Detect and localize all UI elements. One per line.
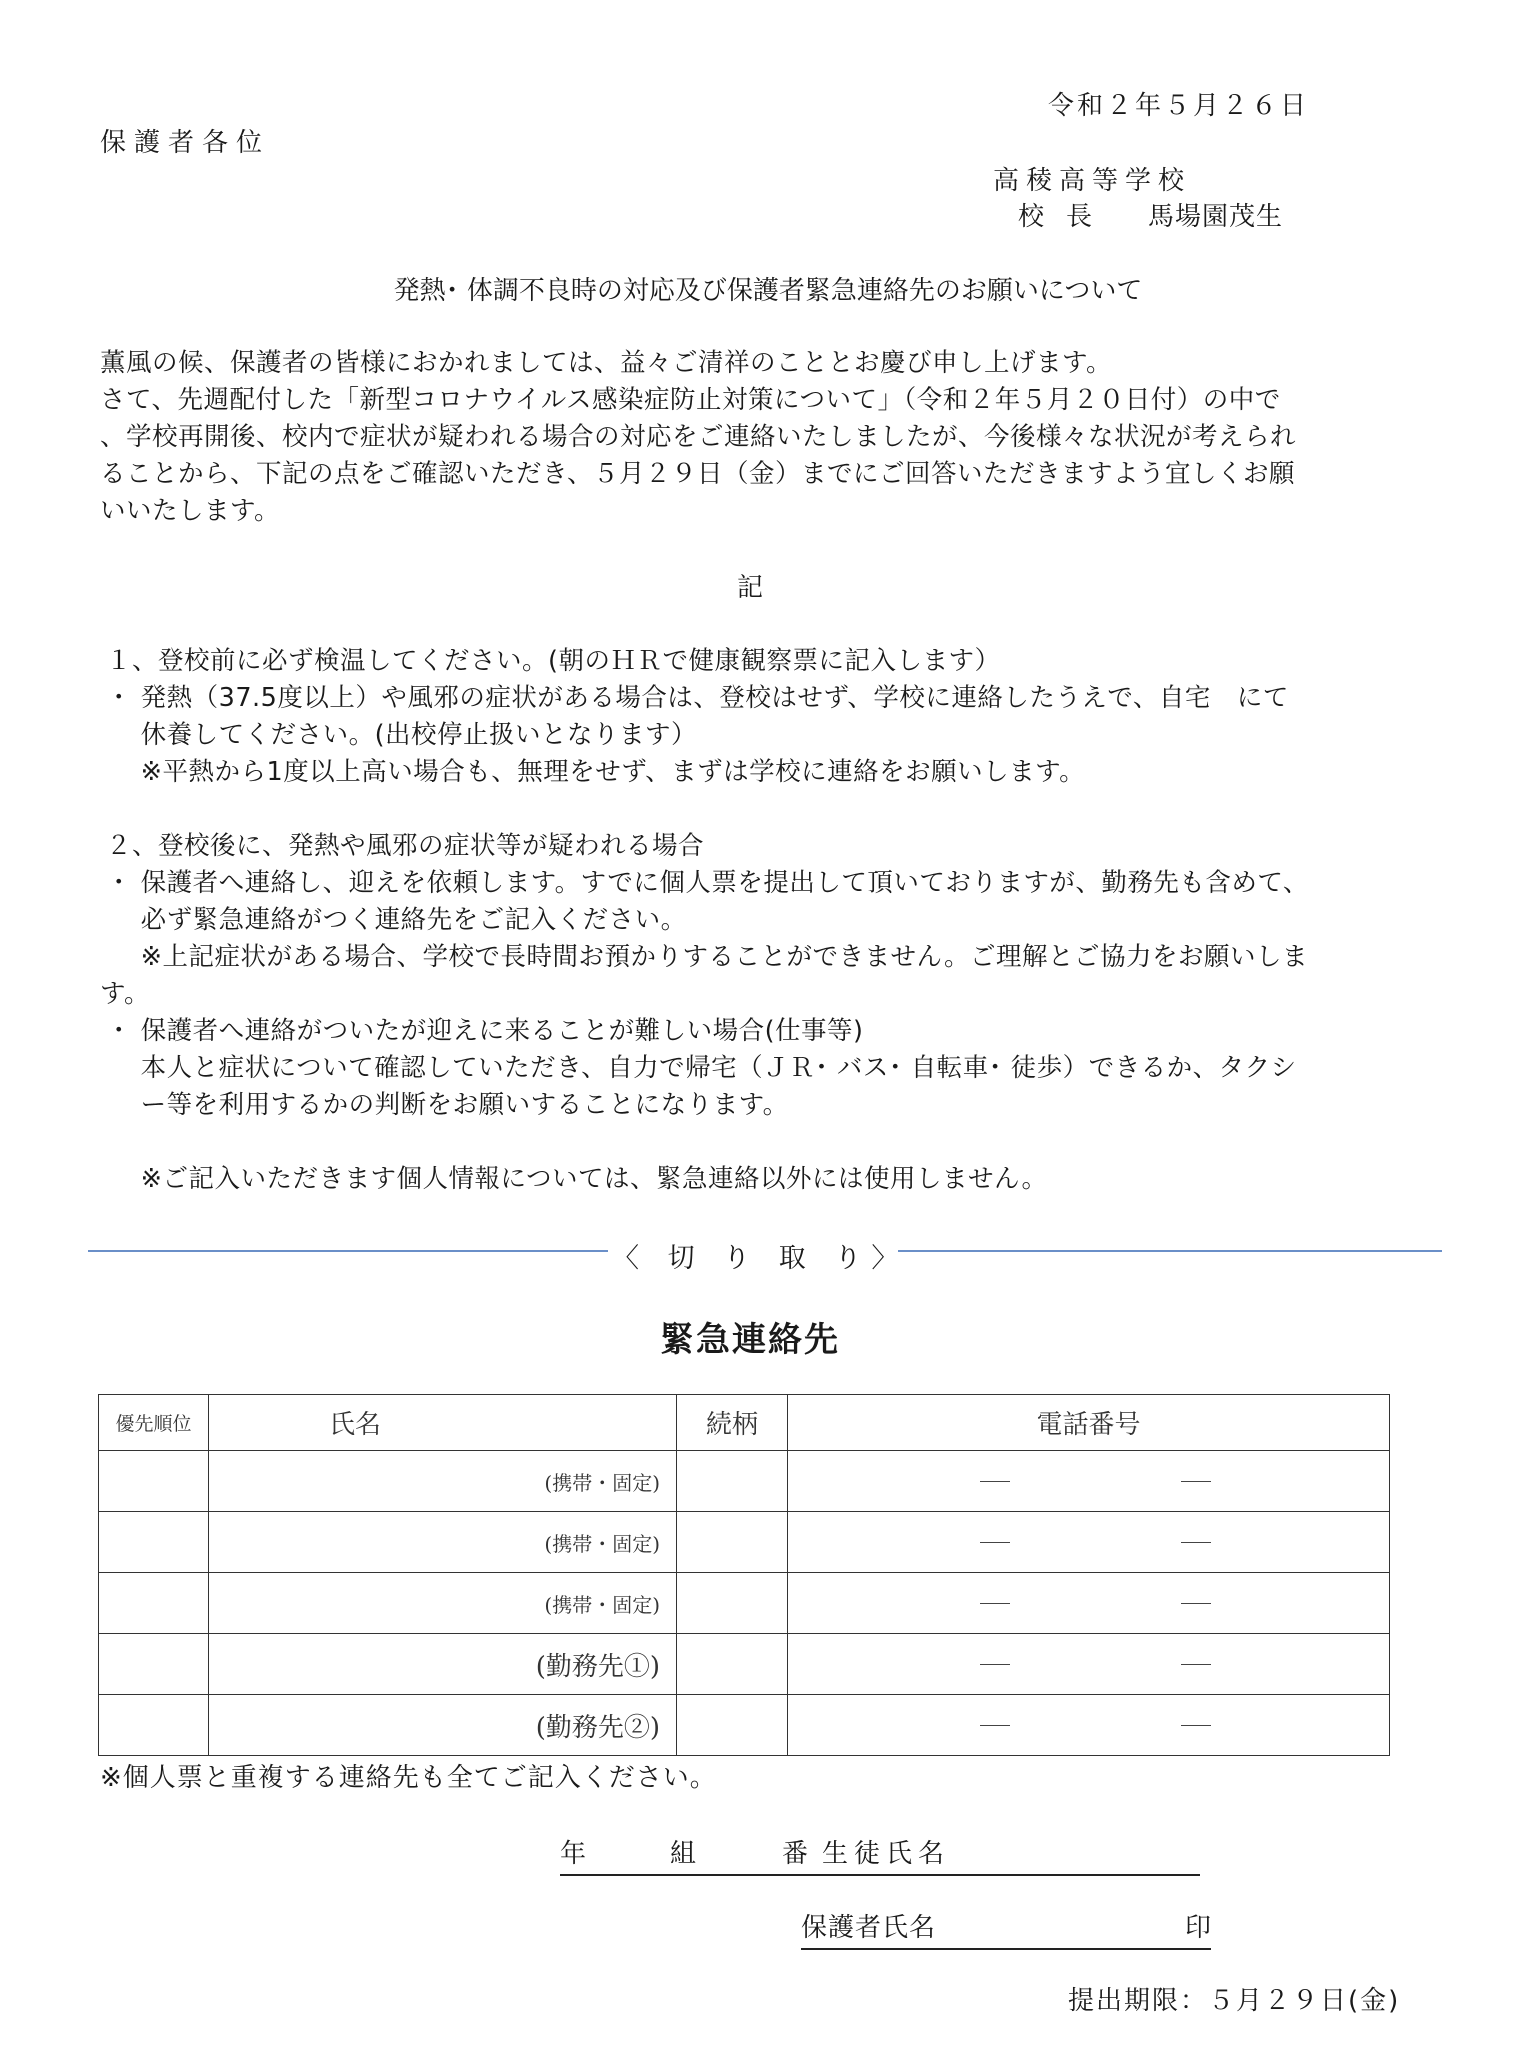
item-line: ・ 発熱（37.5度以上）や風邪の症状がある場合は、登校はせず、学校に連絡したうえで、自宅 にて bbox=[106, 683, 1289, 713]
ki-heading: 記 bbox=[736, 573, 763, 603]
item-line: ※ご記入いただきます個人情報については、緊急連絡以外には使用しません。 bbox=[106, 1164, 1048, 1194]
emergency-contact-table bbox=[98, 1394, 1390, 1756]
relation-cell[interactable] bbox=[677, 1451, 788, 1512]
phone-cell[interactable] bbox=[788, 1512, 1390, 1573]
number-label: 番 bbox=[782, 1839, 809, 1869]
phone-dash bbox=[980, 1603, 1010, 1604]
cut-line-left bbox=[88, 1250, 608, 1252]
recipient: 保護者各位 bbox=[100, 128, 271, 158]
name-cell[interactable] bbox=[209, 1512, 677, 1573]
phone-dash bbox=[980, 1481, 1010, 1482]
phone-dash bbox=[1181, 1725, 1211, 1726]
principal-title: 校長 bbox=[1018, 202, 1115, 232]
item-line: 必ず緊急連絡がつく連絡先をご記入ください。 bbox=[106, 905, 687, 935]
relation-cell[interactable] bbox=[677, 1573, 788, 1634]
phone-cell[interactable] bbox=[788, 1634, 1390, 1695]
paragraph-line: いいたします。 bbox=[100, 496, 280, 526]
school-name: 高稜高等学校 bbox=[993, 166, 1192, 196]
column-header-phone: 電話番号 bbox=[788, 1395, 1390, 1451]
name-cell[interactable] bbox=[209, 1634, 677, 1695]
item-line: 休養してください。(出校停止扱いとなります） bbox=[106, 720, 698, 750]
student-name-field[interactable] bbox=[560, 1838, 1200, 1876]
name-cell[interactable] bbox=[209, 1695, 677, 1756]
document-date: 令和２年５月２６日 bbox=[1048, 91, 1310, 121]
paragraph-line: さて、先週配付した「新型コロナウイルス感染症防止対策について」（令和２年５月２０日付）の中で bbox=[100, 385, 1281, 415]
form-title: 緊急連絡先 bbox=[660, 1320, 840, 1360]
cut-label: 〈 切 り 取 り〉 bbox=[612, 1243, 909, 1274]
item-line: １、登校前に必ず検温してください。(朝のＨＲで健康観察票に記入します） bbox=[106, 646, 1001, 676]
item-line: す。 bbox=[100, 979, 150, 1009]
phone-dash bbox=[980, 1725, 1010, 1726]
relation-cell[interactable] bbox=[677, 1512, 788, 1573]
column-header-priority: 優先順位 bbox=[99, 1395, 209, 1451]
phone-dash bbox=[1181, 1664, 1211, 1665]
column-header-relation: 続柄 bbox=[677, 1395, 788, 1451]
relation-cell[interactable] bbox=[677, 1634, 788, 1695]
workplace-note: (勤務先①) bbox=[535, 1651, 660, 1682]
priority-cell[interactable] bbox=[99, 1695, 209, 1756]
phone-dash bbox=[1181, 1542, 1211, 1543]
table-row bbox=[99, 1634, 1390, 1695]
phone-cell[interactable] bbox=[788, 1573, 1390, 1634]
workplace-note: (勤務先②) bbox=[535, 1712, 660, 1743]
phone-type-note: (携帯・固定) bbox=[544, 1592, 660, 1617]
paragraph-line: 薫風の候、保護者の皆様におかれましては、益々ご清祥のこととお慶び申し上げます。 bbox=[100, 348, 1112, 378]
item-line: ※平熱から1度以上高い場合も、無理をせず、まずは学校に連絡をお願いします。 bbox=[106, 757, 1086, 787]
phone-dash bbox=[1181, 1603, 1211, 1604]
name-cell[interactable] bbox=[209, 1573, 677, 1634]
table-header-row bbox=[99, 1395, 1390, 1451]
priority-cell[interactable] bbox=[99, 1512, 209, 1573]
phone-type-note: (携帯・固定) bbox=[544, 1531, 660, 1556]
class-label: 組 bbox=[670, 1839, 697, 1869]
phone-dash bbox=[980, 1542, 1010, 1543]
table-row bbox=[99, 1695, 1390, 1756]
cut-line-right bbox=[898, 1250, 1442, 1252]
phone-dash bbox=[1181, 1481, 1211, 1482]
guardian-name-label: 保護者氏名 bbox=[801, 1913, 937, 1943]
document-subject: 発熱･ 体調不良時の対応及び保護者緊急連絡先のお願いについて bbox=[393, 276, 1143, 306]
table-row bbox=[99, 1573, 1390, 1634]
notice-items bbox=[100, 643, 1309, 1198]
student-name-label: 生徒氏名 bbox=[822, 1839, 951, 1869]
table-row bbox=[99, 1451, 1390, 1512]
priority-cell[interactable] bbox=[99, 1634, 209, 1695]
principal-signature bbox=[1018, 201, 1283, 233]
phone-dash bbox=[980, 1664, 1010, 1665]
item-line: ・ 保護者へ連絡がついたが迎えに来ることが難しい場合(仕事等) bbox=[106, 1016, 864, 1046]
item-line: ※上記症状がある場合、学校で長時間お預かりすることができません。ご理解とご協力をお願いしま bbox=[106, 942, 1309, 972]
submission-deadline: 提出期限：５月２９日(金) bbox=[1068, 1986, 1401, 2016]
item-line: 本人と症状について確認していただき、自力で帰宅（ＪＲ･ バス･ 自転車･ 徒歩）できるか、タクシ bbox=[106, 1053, 1297, 1083]
phone-type-note: (携帯・固定) bbox=[544, 1470, 660, 1495]
phone-cell[interactable] bbox=[788, 1451, 1390, 1512]
item-spacer bbox=[106, 1124, 1309, 1161]
intro-paragraph bbox=[100, 345, 1296, 530]
principal-name: 馬場園茂生 bbox=[1148, 202, 1284, 232]
paragraph-line: 、学校再開後、校内で症状が疑われる場合の対応をご連絡いたしましたが、今後様々な状況が考えられ bbox=[100, 422, 1297, 452]
relation-cell[interactable] bbox=[677, 1695, 788, 1756]
name-cell[interactable] bbox=[209, 1451, 677, 1512]
column-header-name: 氏名 bbox=[209, 1395, 677, 1451]
item-line: ・ 保護者へ連絡し、迎えを依頼します。すでに個人票を提出して頂いておりますが、勤務先も含めて、 bbox=[106, 868, 1309, 898]
item-spacer bbox=[106, 791, 1309, 828]
item-line: ２、登校後に、発熱や風邪の症状等が疑われる場合 bbox=[106, 831, 705, 861]
priority-cell[interactable] bbox=[99, 1573, 209, 1634]
priority-cell[interactable] bbox=[99, 1451, 209, 1512]
guardian-name-field[interactable] bbox=[801, 1912, 1211, 1950]
paragraph-line: ることから、下記の点をご確認いただき、５月２９日（金）までにご回答いただきますよう宜しくお願 bbox=[100, 459, 1295, 489]
grade-label: 年 bbox=[560, 1839, 587, 1869]
seal-label: 印 bbox=[1185, 1913, 1212, 1943]
phone-cell[interactable] bbox=[788, 1695, 1390, 1756]
table-row bbox=[99, 1512, 1390, 1573]
table-footnote: ※個人票と重複する連絡先も全てご記入ください。 bbox=[100, 1763, 717, 1793]
item-line: ー等を利用するかの判断をお願いすることになります。 bbox=[106, 1090, 789, 1120]
